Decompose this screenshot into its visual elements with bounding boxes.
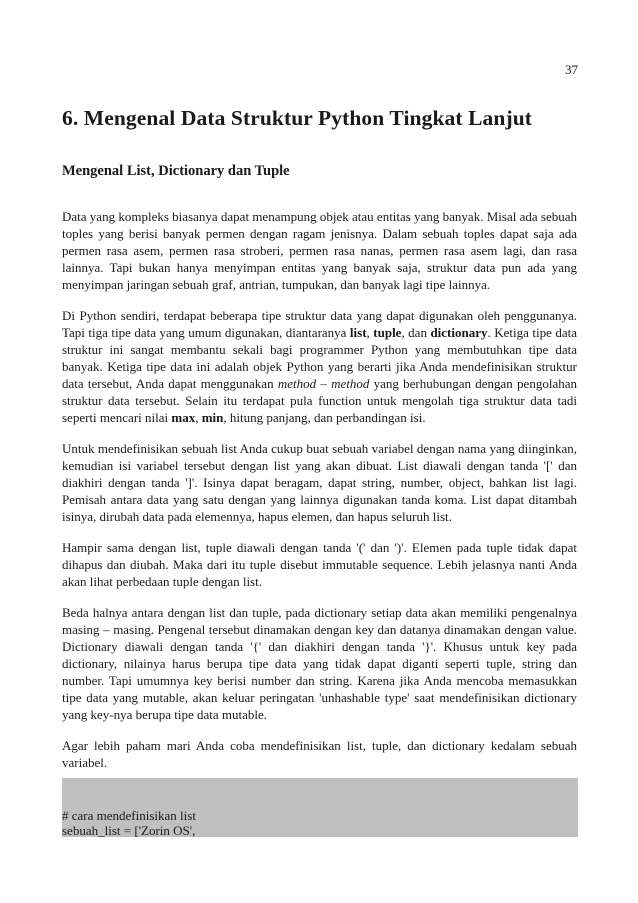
term-list: list bbox=[349, 325, 367, 340]
paragraph-exercise: Agar lebih paham mari Anda coba mendefinisikan list, tuple, dan dictionary kedalam sebuah variabel. bbox=[62, 738, 577, 770]
code-block bbox=[62, 778, 578, 837]
paragraph-intro: Data yang kompleks biasanya dapat menampung objek atau entitas yang banyak. Misal ada sebuah toples yang berisi banyak permen dengan ragam jenisnya. Dalam sebuah toples dapat saja ada permen rasa asem, permen rasa stroberi, permen rasa nanas, permen rasa asem lagi, dan rasa lainnya. Tapi bukan hanya menyimpan entitas yang banyak saja, struktur data pun ada yang menyimpan jaringan sebuah graf, antrian, tumpukan, dan banyak lagi tipe lainnya. bbox=[62, 209, 577, 292]
body-text bbox=[62, 208, 577, 816]
text-run: , hitung panjang, dan perbandingan isi. bbox=[223, 410, 426, 425]
text-run: , bbox=[366, 325, 374, 340]
paragraph-list: Untuk mendefinisikan sebuah list Anda cukup buat sebuah variabel dengan nama yang diinginkan, kemudian isi variabel tersebut dengan list yang akan dibuat. List diawali dengan tanda '[' dan diakhiri dengan tanda ']'. Isinya dapat beragam, dapat string, number, object, bahkan list lagi. Pemisah antara data yang satu dengan yang lainnya digunakan tanda koma. List dapat ditambah isinya, dirubah data pada elemennya, hapus elemen, dan hapus seluruh list. bbox=[62, 441, 577, 524]
code-line-assignment: sebuah_list = ['Zorin OS', bbox=[62, 823, 196, 838]
term-dictionary: dictionary bbox=[430, 325, 488, 340]
term-tuple: tuple bbox=[373, 325, 402, 340]
term-method: method – method bbox=[277, 376, 370, 391]
chapter-title: 6. Mengenal Data Struktur Python Tingkat Lanjut bbox=[62, 106, 533, 130]
text-run: , bbox=[195, 410, 202, 425]
paragraph-data-types bbox=[62, 307, 577, 426]
text-run: yang berhubungan dengan pengolahan struktur data tersebut. Selain itu terdapat pula function untuk mengolah tiga struktur data tadi seperti mencari nilai bbox=[62, 376, 577, 425]
term-min: min bbox=[201, 410, 224, 425]
paragraph-tuple: Hampir sama dengan list, tuple diawali dengan tanda '(' dan ')'. Elemen pada tuple tidak dapat dihapus dan diubah. Maka dari itu tuple disebut immutable sequence. Lebih jelasnya nanti Anda akan lihat perbedaan tuple dengan list. bbox=[62, 540, 577, 589]
paragraph-dictionary: Beda halnya antara dengan list dan tuple, pada dictionary setiap data akan memiliki pengenalnya masing – masing. Pengenal tersebut dinamakan dengan key dan datanya dinamakan dengan value. Dictionary diawali dengan tanda '{' dan diakhiri dengan tanda '}'. Khusus untuk key pada dictionary, nilainya harus berupa tipe data yang tidak dapat diganti seperti tuple, string dan number. Tapi umumnya key berisi number dan string. Karena jika Anda mencoba memasukkan tipe data yang mutable, akan keluar peringatan 'unhashable type' saat mendefinisikan dictionary yang key-nya berupa tipe data mutable. bbox=[62, 605, 577, 722]
code-line-comment: # cara mendefinisikan list bbox=[62, 808, 196, 823]
section-title: Mengenal List, Dictionary dan Tuple bbox=[62, 163, 290, 179]
page-number: 37 bbox=[565, 62, 578, 77]
text-run: . Ketiga tipe data struktur ini sangat membantu sekali bagi programmer Python yang membutuhkan tipe data banyak. Ketiga tipe data ini adalah objek Python yang berarti jika Anda mendefinisikan struktur data tersebut, Anda dapat menggunakan bbox=[62, 325, 577, 391]
term-max: max bbox=[171, 410, 196, 425]
text-run: , dan bbox=[401, 325, 431, 340]
text-run: Di Python sendiri, terdapat beberapa tipe struktur data yang dapat digunakan oleh penggunanya. Tapi tiga tipe data yang umum digunakan, diantaranya bbox=[62, 308, 577, 340]
